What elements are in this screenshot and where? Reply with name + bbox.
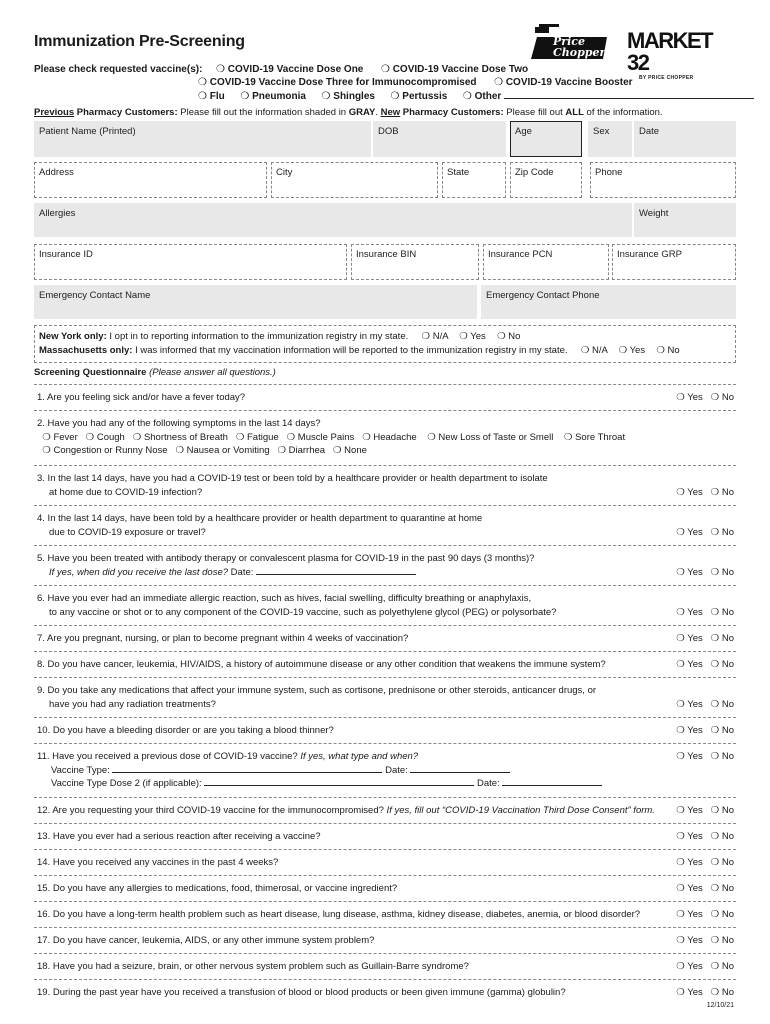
question-8: 8. Do you have cancer, leukemia, HIV/AIDS, a history of autoimmune disease or any other condition that weakens the immune system? ❍ Yes ❍ No — [34, 651, 736, 677]
city-field[interactable]: City — [271, 162, 438, 198]
answer-yes-no[interactable]: ❍ Yes ❍ No — [676, 961, 734, 972]
ma-no-option[interactable]: ❍ No — [656, 345, 680, 356]
question-9: 9. Do you take any medications that affect your immune system, such as cortisone, prednisone or other steroids, anticancer drugs, or have you had any radiation treatments? ❍ Yes ❍ No — [34, 677, 736, 717]
ma-yes-option[interactable]: ❍ Yes — [618, 345, 646, 356]
answer-yes-no[interactable]: ❍ Yes ❍ No — [676, 751, 734, 762]
question-5: 5. Have you been treated with antibody therapy or convalescent plasma for COVID-19 in the past 90 days (3 months)? If yes, when did you receive the last dose? Date: ❍ Yes ❍ No — [34, 545, 736, 583]
patient-name-field[interactable]: Patient Name (Printed) — [34, 121, 371, 157]
ma-na-option[interactable]: ❍ N/A — [580, 345, 608, 356]
question-7: 7. Are you pregnant, nursing, or plan to become pregnant within 4 weeks of vaccination? ❍ Yes ❍ No — [34, 625, 736, 651]
question-19: 19. During the past year have you received a transfusion of blood or blood products or been given immune (gamma) globulin? ❍ Yes ❍ No — [34, 979, 736, 1003]
insurance-grp-field[interactable]: Insurance GRP — [612, 244, 736, 280]
vaccine-option-dose-one[interactable]: ❍ COVID-19 Vaccine Dose One — [216, 64, 364, 75]
answer-yes-no[interactable]: ❍ Yes ❍ No — [676, 725, 734, 736]
answer-yes-no[interactable]: ❍ Yes ❍ No — [676, 909, 734, 920]
insurance-bin-field[interactable]: Insurance BIN — [351, 244, 479, 280]
answer-yes-no[interactable]: ❍ Yes ❍ No — [676, 935, 734, 946]
age-field[interactable]: Age — [510, 121, 582, 157]
dob-field[interactable]: DOB — [373, 121, 506, 157]
question-3: 3. In the last 14 days, have you had a COVID-19 test or been told by a healthcare provider or health department to isolate at home due to COVID-19 infection? ❍ Yes ❍ No — [34, 465, 736, 503]
vaccine-option-dose-two[interactable]: ❍ COVID-19 Vaccine Dose Two — [380, 64, 529, 75]
other-vaccine-line[interactable] — [504, 90, 754, 99]
screening-header: Screening Questionnaire (Please answer all questions.) — [34, 367, 276, 378]
q11-dose2-type-line[interactable] — [204, 777, 474, 786]
question-10: 10. Do you have a bleeding disorder or are you taking a blood thinner? ❍ Yes ❍ No — [34, 717, 736, 743]
answer-yes-no[interactable]: ❍ Yes ❍ No — [676, 567, 734, 578]
market32-logo-sub: BY PRICE CHOPPER — [639, 75, 694, 81]
answer-yes-no[interactable]: ❍ Yes ❍ No — [676, 633, 734, 644]
answer-yes-no[interactable]: ❍ Yes ❍ No — [676, 805, 734, 816]
price-chopper-logo-text: Price Chopper — [553, 35, 606, 59]
ny-registry-line: New York only: I opt in to reporting information to the immunization registry in my state. ❍ N/A ❍ Yes ❍ No — [39, 331, 521, 342]
vaccine-option-dose-three[interactable]: ❍ COVID-19 Vaccine Dose Three for Immunocompromised — [198, 77, 477, 88]
vaccine-row-2 — [198, 76, 633, 89]
sex-field[interactable]: Sex — [588, 121, 632, 157]
price-chopper-logo — [529, 23, 611, 61]
vaccine-option-pertussis[interactable]: ❍ Pertussis — [390, 91, 448, 102]
weight-field[interactable]: Weight — [634, 203, 736, 237]
allergies-field[interactable]: Allergies — [34, 203, 632, 237]
answer-yes-no[interactable]: ❍ Yes ❍ No — [676, 659, 734, 670]
question-15: 15. Do you have any allergies to medications, food, thimerosal, or vaccine ingredient? ❍ Yes ❍ No — [34, 875, 736, 901]
phone-field[interactable]: Phone — [590, 162, 736, 198]
ny-na-option[interactable]: ❍ N/A — [421, 331, 449, 342]
page-title: Immunization Pre-Screening — [34, 33, 245, 50]
question-16: 16. Do you have a long-term health problem such as heart disease, lung disease, asthma, kidney disease, diabetes, anemia, or blood disorder? ❍ Yes ❍ No — [34, 901, 736, 927]
market32-logo-text: MARKET 32 — [627, 28, 713, 75]
emergency-contact-name-field[interactable]: Emergency Contact Name — [34, 285, 477, 319]
question-4: 4. In the last 14 days, have been told by a healthcare provider or health department to quarantine at home due to COVID-19 exposure or travel? ❍ Yes ❍ No — [34, 505, 736, 543]
address-field[interactable]: Address — [34, 162, 267, 198]
answer-yes-no[interactable]: ❍ Yes ❍ No — [676, 607, 734, 618]
answer-yes-no[interactable]: ❍ Yes ❍ No — [676, 699, 734, 710]
date-field[interactable]: Date — [634, 121, 736, 157]
state-field[interactable]: State — [442, 162, 506, 198]
symptom-row-2[interactable]: ❍ Congestion or Runny Nose ❍ Nausea or Vomiting ❍ Diarrhea ❍ None — [42, 445, 367, 456]
vaccine-row-3 — [198, 90, 754, 103]
symptom-row-1[interactable]: ❍ Fever ❍ Cough ❍ Shortness of Breath ❍ Fatigue ❍ Muscle Pains ❍ Headache ❍ New Loss of Taste or Smell ❍ Sore Throat — [42, 431, 626, 443]
vaccine-option-booster[interactable]: ❍ COVID-19 Vaccine Booster — [494, 77, 633, 88]
answer-yes-no[interactable]: ❍ Yes ❍ No — [676, 883, 734, 894]
answer-yes-no[interactable]: ❍ Yes ❍ No — [676, 487, 734, 498]
ma-registry-line: Massachusetts only: I was informed that my vaccination information will be reported to the immunization registry in my state. ❍ N/A ❍ Yes ❍ No — [39, 345, 680, 356]
vaccine-option-other[interactable]: ❍ Other — [462, 91, 502, 102]
question-13: 13. Have you ever had a serious reaction after receiving a vaccine? ❍ Yes ❍ No — [34, 823, 736, 849]
question-11: 11. Have you received a previous dose of COVID-19 vaccine? If yes, what type and when? Vaccine Type: Date: Vaccine Type Dose 2 (if applicable): Date: ❍ Yes ❍ No — [34, 743, 736, 797]
instructions: Previous Pharmacy Customers: Please fill out the information shaded in GRAY. New Pharmacy Customers: Please fill out ALL of the information. — [34, 107, 663, 118]
vaccine-label: Please check requested vaccine(s): — [34, 64, 203, 75]
market32-logo — [627, 28, 727, 81]
emergency-contact-phone-field[interactable]: Emergency Contact Phone — [481, 285, 736, 319]
insurance-pcn-field[interactable]: Insurance PCN — [483, 244, 609, 280]
vaccine-option-flu[interactable]: ❍ Flu — [198, 91, 225, 102]
answer-yes-no[interactable]: ❍ Yes ❍ No — [676, 987, 734, 998]
ny-no-option[interactable]: ❍ No — [497, 331, 521, 342]
answer-yes-no[interactable]: ❍ Yes ❍ No — [676, 831, 734, 842]
question-18: 18. Have you had a seizure, brain, or other nervous system problem such as Guillain-Barre syndrome? ❍ Yes ❍ No — [34, 953, 736, 979]
q11-date-line[interactable] — [410, 764, 510, 773]
insurance-id-field[interactable]: Insurance ID — [34, 244, 347, 280]
question-6: 6. Have you ever had an immediate allergic reaction, such as hives, facial swelling, difficulty breathing or anaphylaxis, to any vaccine or shot or to any component of the COVID-19 vaccine, such as polyethylene glycol (PEG) or polysorbate? ❍ Yes ❍ No — [34, 585, 736, 623]
vaccine-option-pneumonia[interactable]: ❍ Pneumonia — [240, 91, 306, 102]
q11-vaccine-type-line[interactable] — [112, 764, 382, 773]
answer-yes-no[interactable]: ❍ Yes ❍ No — [676, 527, 734, 538]
question-1: 1. Are you feeling sick and/or have a fever today? ❍ Yes ❍ No — [34, 384, 736, 410]
vaccine-option-shingles[interactable]: ❍ Shingles — [321, 91, 375, 102]
revision-date: 12/10/21 — [706, 1002, 734, 1009]
question-17: 17. Do you have cancer, leukemia, AIDS, or any other immune system problem? ❍ Yes ❍ No — [34, 927, 736, 953]
question-2: 2. Have you had any of the following symptoms in the last 14 days? ❍ Fever ❍ Cough ❍ Shortness of Breath ❍ Fatigue ❍ Muscle Pains ❍ Headache ❍ New Loss of Taste or Smell ❍ Sore Throat ❍ Congestion or Runny Nose ❍ Nausea or Vomiting ❍ Diarrhea ❍ None — [34, 410, 736, 462]
vaccine-row-1 — [34, 63, 528, 76]
zip-field[interactable]: Zip Code — [510, 162, 582, 198]
q11-dose2-date-line[interactable] — [502, 777, 602, 786]
answer-yes-no[interactable]: ❍ Yes ❍ No — [676, 392, 734, 403]
registry-box — [34, 325, 736, 363]
q5-date-line[interactable] — [256, 566, 416, 575]
question-12: 12. Are you requesting your third COVID-19 vaccine for the immunocompromised? If yes, fill out “COVID-19 Vaccination Third Dose Consent” form. ❍ Yes ❍ No — [34, 797, 736, 823]
answer-yes-no[interactable]: ❍ Yes ❍ No — [676, 857, 734, 868]
ny-yes-option[interactable]: ❍ Yes — [459, 331, 486, 342]
question-14: 14. Have you received any vaccines in the past 4 weeks? ❍ Yes ❍ No — [34, 849, 736, 875]
